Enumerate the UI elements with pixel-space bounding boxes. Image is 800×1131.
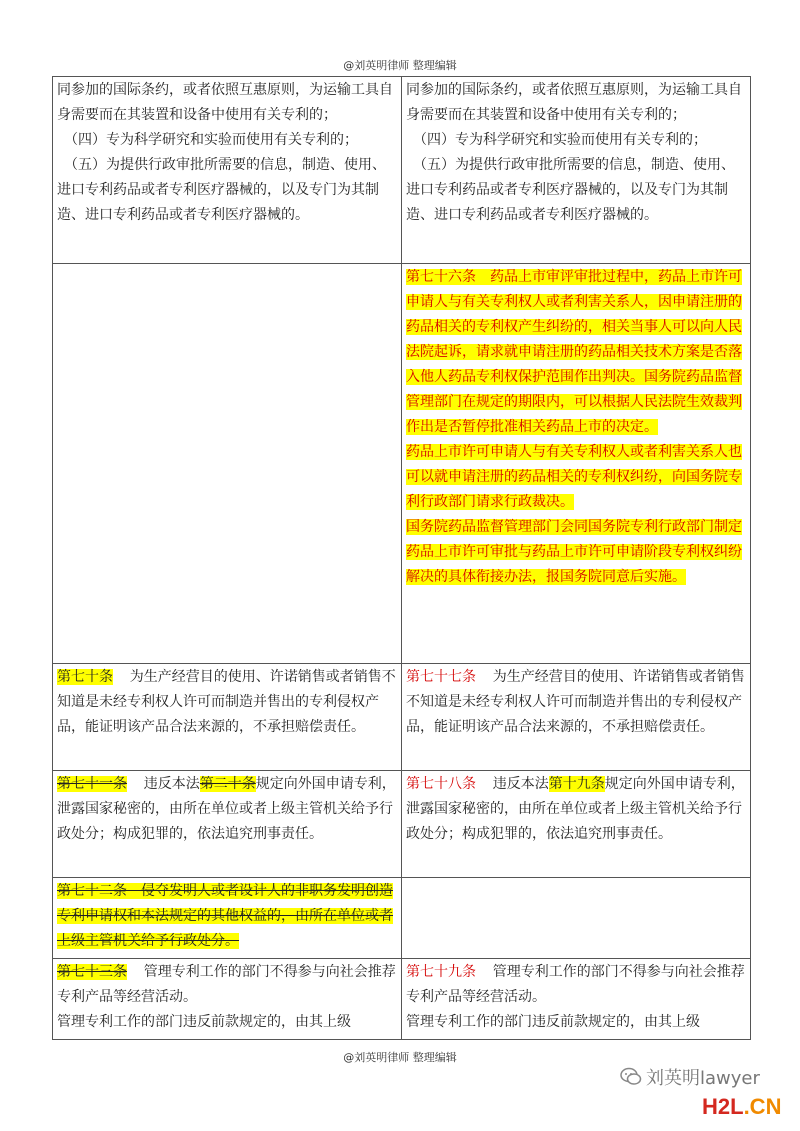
article-number: 第七十三条 xyxy=(57,964,127,980)
added-paragraph: 国务院药品监督管理部门会同国务院专利行政部门制定药品上市许可审批与药品上市许可申请阶段专利权纠纷解决的具体衔接办法，报国务院同意后实施。 xyxy=(406,519,742,585)
paragraph: （四）专为科学研究和实验而使用有关专利的； xyxy=(64,132,358,148)
comparison-table xyxy=(52,76,751,1040)
article-text: 为生产经营目的使用、许诺销售或者销售不知道是未经专利权人许可而制造并售出的专利侵权产品，能证明该产品合法来源的，不承担赔偿责任。 xyxy=(57,669,396,735)
paragraph: 同参加的国际条约，或者依照互惠原则，为运输工具自身需要而在其装置和设备中使用有关专利的； xyxy=(57,82,393,123)
site-logo xyxy=(702,1094,781,1120)
new-law-cell xyxy=(402,264,751,664)
article-number: 第七十条 xyxy=(57,669,113,685)
paragraph: （五）为提供行政审批所需要的信息，制造、使用、进口专利药品或者专利医疗器械的，以及专门为其制造、进口专利药品或者专利医疗器械的。 xyxy=(406,157,735,223)
page-footer: @刘英明律师 整理编辑 xyxy=(343,1051,457,1064)
table-row xyxy=(53,878,751,959)
table-row xyxy=(53,959,751,1040)
added-paragraph: 药品上市许可申请人与有关专利权人或者利害关系人也可以就申请注册的药品相关的专利权纠纷，向国务院专利行政部门请求行政裁决。 xyxy=(406,444,742,510)
article-number: 第七十九条 xyxy=(406,964,476,980)
paragraph: 管理专利工作的部门违反前款规定的，由其上级 xyxy=(406,1014,700,1030)
old-law-cell xyxy=(53,771,402,878)
article-text: 规定向外国申请专利，泄露国家秘密的，由所在单位或者上级主管机关给予行政处分；构成犯罪的，依法追究刑事责任。 xyxy=(57,776,396,842)
article-number: 第七十一条 xyxy=(57,776,127,792)
article-number: 第七十七条 xyxy=(406,669,476,685)
site-tld: .CN xyxy=(743,1094,782,1119)
article-text: 为生产经营目的使用、许诺销售或者销售不知道是未经专利权人许可而制造并售出的专利侵权产品，能证明该产品合法来源的，不承担赔偿责任。 xyxy=(406,669,745,735)
table-row xyxy=(53,77,751,264)
table-row xyxy=(53,664,751,771)
article-text: 管理专利工作的部门不得参与向社会推荐专利产品等经营活动。 xyxy=(406,964,745,1005)
site-brand: H2L xyxy=(702,1094,744,1119)
old-law-cell xyxy=(53,959,402,1040)
added-article-76: 第七十六条 药品上市审评审批过程中，药品上市许可申请人与有关专利权人或者利害关系人，因申请注册的药品相关的专利权产生纠纷的，相关当事人可以向人民法院起诉，请求就申请注册的药品相关技术方案是否落入他人药品专利权保护范围作出判决。国务院药品监督管理部门在规定的期限内，可以根据人民法院生效裁判作出是否暂停批准相关药品上市的决定。 xyxy=(406,269,742,435)
article-reference: 第二十条 xyxy=(199,776,256,792)
old-law-cell xyxy=(53,878,402,959)
article-text: 违反本法 xyxy=(492,776,549,792)
page-header: @刘英明律师 整理编辑 xyxy=(343,59,457,72)
article-reference: 第十九条 xyxy=(548,776,605,792)
article-text: 管理专利工作的部门不得参与向社会推荐专利产品等经营活动。 xyxy=(57,964,396,1005)
new-law-cell-empty xyxy=(402,878,751,959)
table-row xyxy=(53,264,751,664)
new-law-cell xyxy=(402,771,751,878)
paragraph: 同参加的国际条约，或者依照互惠原则，为运输工具自身需要而在其装置和设备中使用有关专利的； xyxy=(406,82,742,123)
paragraph: （四）专为科学研究和实验而使用有关专利的； xyxy=(413,132,707,148)
wechat-watermark xyxy=(620,1064,760,1090)
old-law-cell xyxy=(53,664,402,771)
article-text: 违反本法 xyxy=(143,776,200,792)
deleted-article-72: 第七十二条 侵夺发明人或者设计人的非职务发明创造专利申请权和本法规定的其他权益的，由所在单位或者上级主管机关给予行政处分。 xyxy=(57,883,393,949)
old-law-cell-empty xyxy=(53,264,402,664)
watermark-text: 刘英明lawyer xyxy=(646,1068,760,1089)
new-law-cell xyxy=(402,959,751,1040)
old-law-cell xyxy=(53,77,402,264)
new-law-cell xyxy=(402,664,751,771)
article-text: 规定向外国申请专利，泄露国家秘密的，由所在单位或者上级主管机关给予行政处分；构成犯罪的，依法追究刑事责任。 xyxy=(406,776,745,842)
new-law-cell xyxy=(402,77,751,264)
wechat-icon xyxy=(620,1067,642,1087)
paragraph: 管理专利工作的部门违反前款规定的，由其上级 xyxy=(57,1014,351,1030)
paragraph: （五）为提供行政审批所需要的信息，制造、使用、进口专利药品或者专利医疗器械的，以及专门为其制造、进口专利药品或者专利医疗器械的。 xyxy=(57,157,386,223)
article-number: 第七十八条 xyxy=(406,776,476,792)
table-row xyxy=(53,771,751,878)
